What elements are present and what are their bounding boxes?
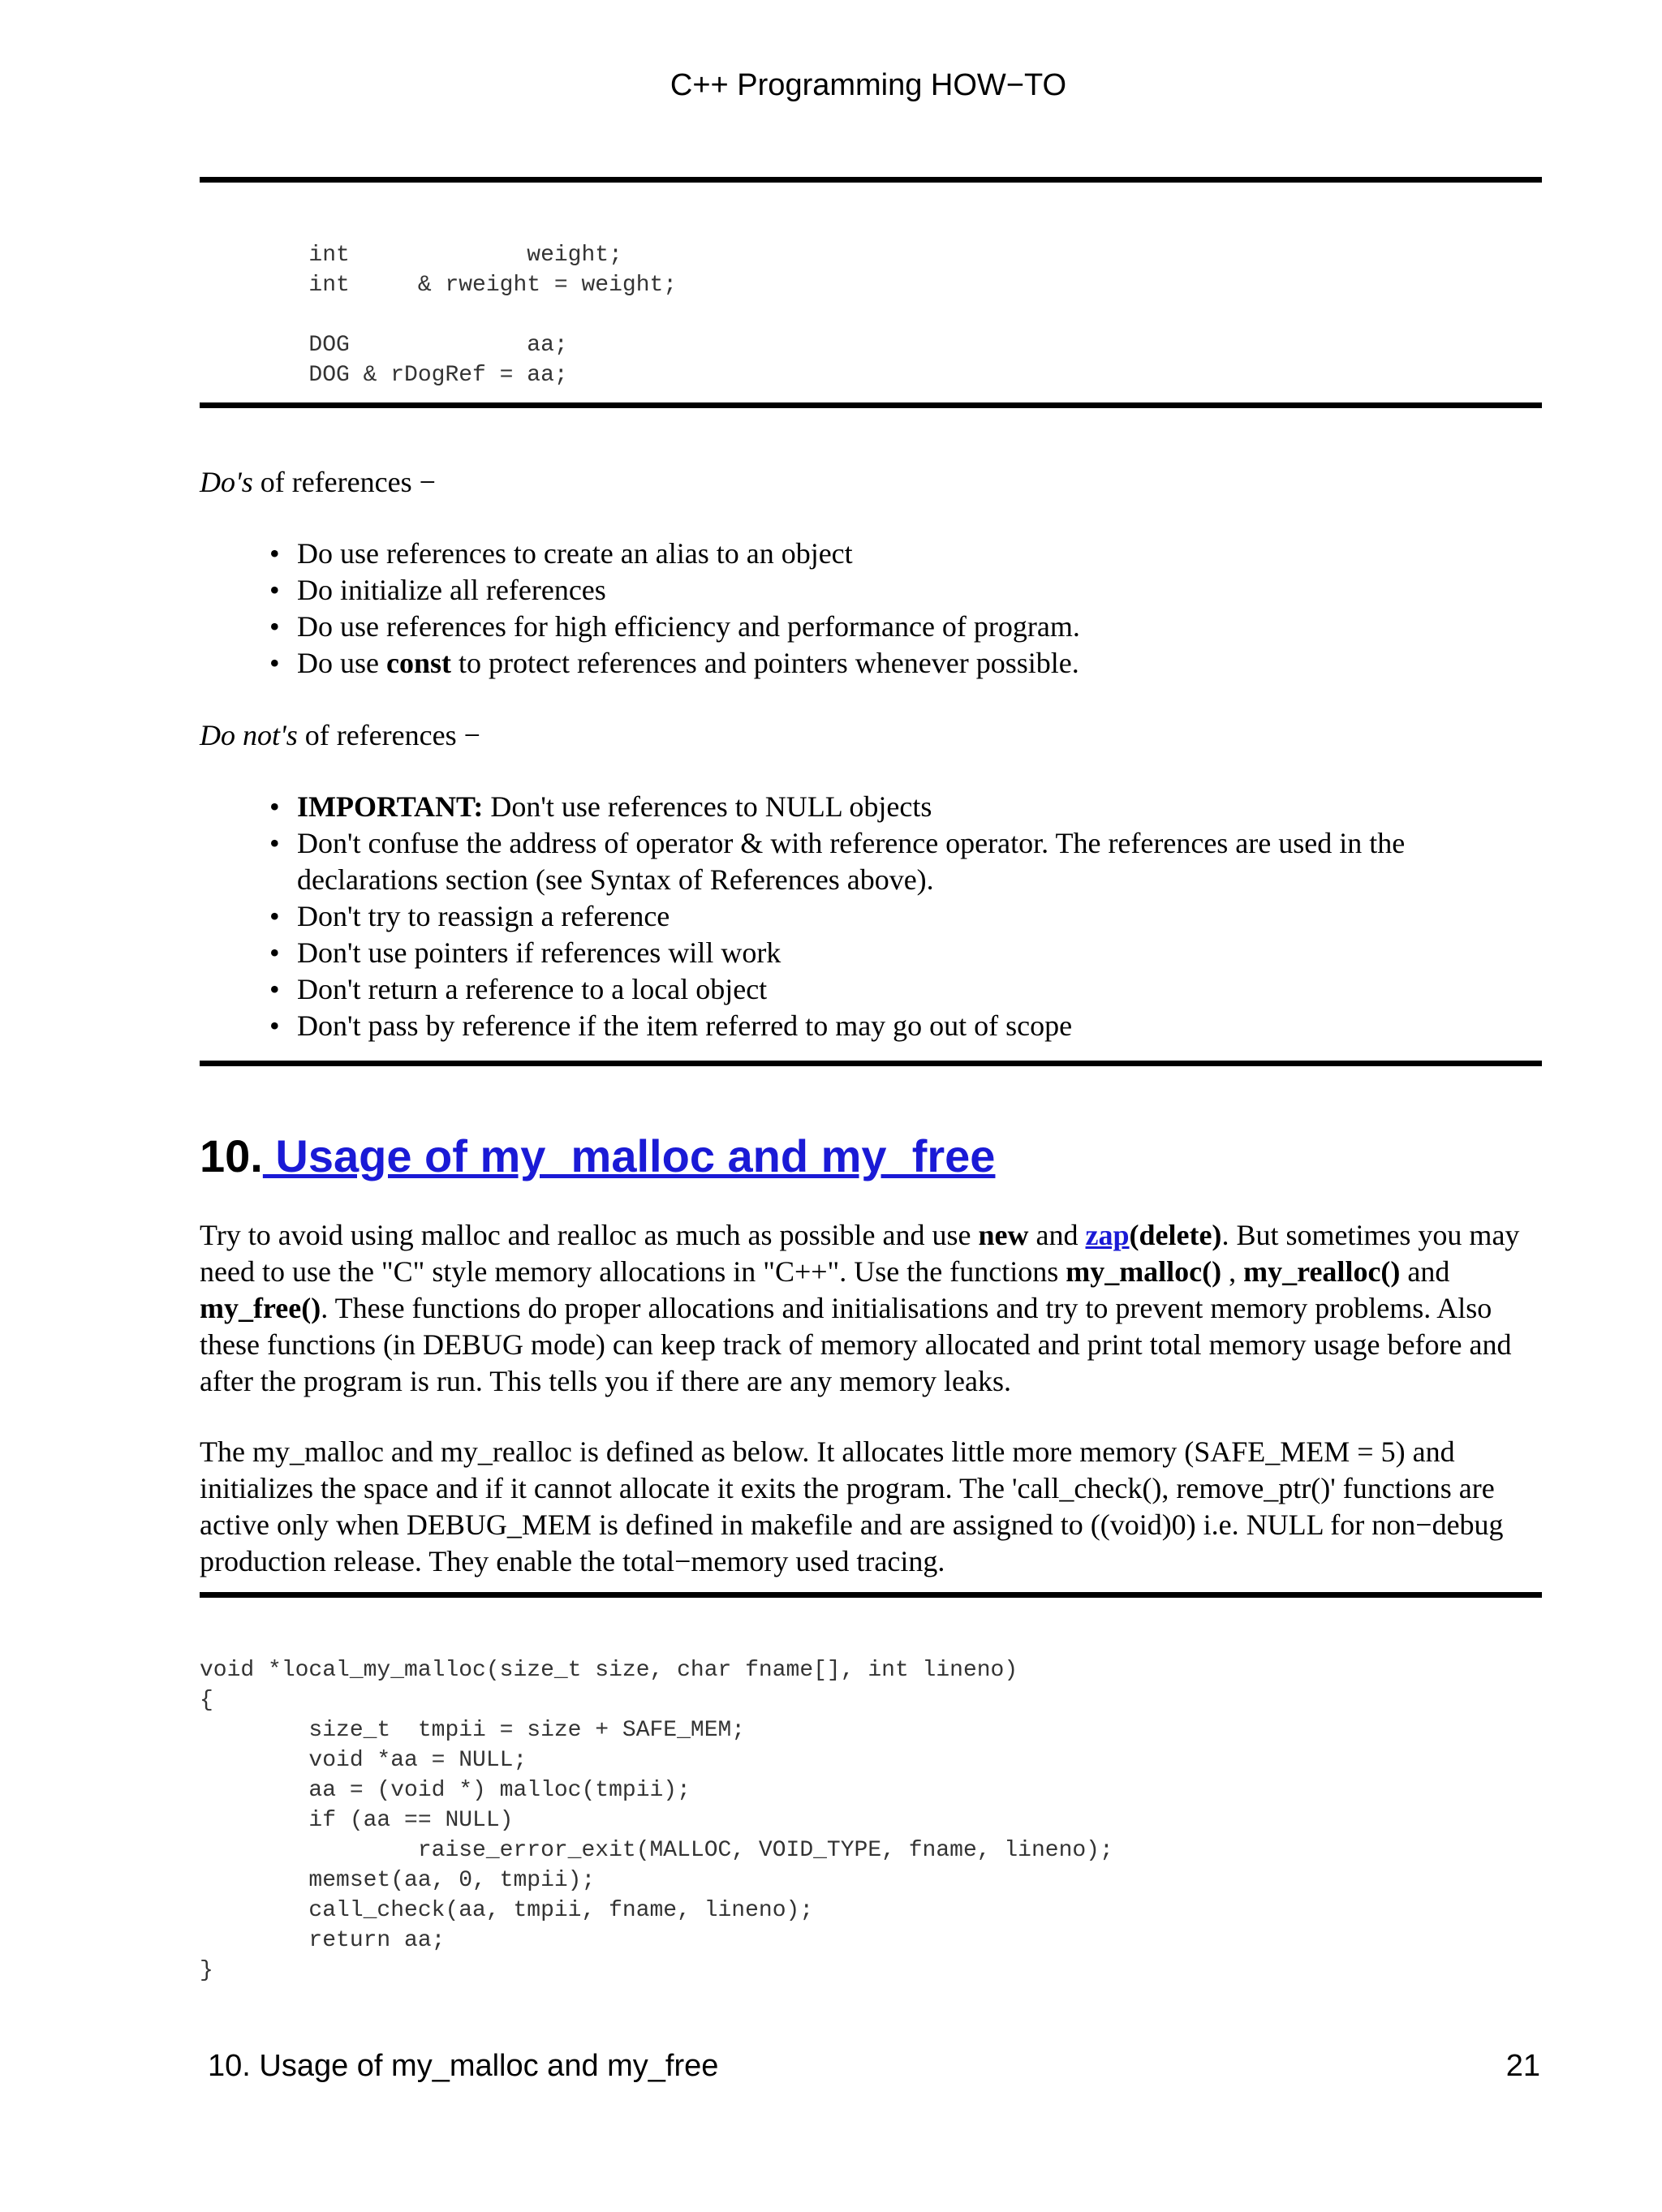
list-item: • Don't try to reassign a reference — [269, 900, 670, 932]
code-block-references: int weight; int & rweight = weight; DOG aa; DOG & rDogRef = aa; — [308, 243, 678, 388]
dos-heading-rest: of references − — [252, 466, 436, 498]
section-number: 10. — [200, 1130, 263, 1181]
donts-heading — [200, 718, 480, 752]
donts-list — [269, 789, 1542, 1044]
donts-heading-italic: Do not's — [200, 719, 298, 751]
section-title-link[interactable]: Usage of my_malloc and my_free — [262, 1130, 996, 1181]
list-item: • Don't pass by reference if the item referred to may go out of scope — [269, 1009, 1073, 1042]
dos-heading — [200, 465, 436, 499]
list-item: • Do initialize all references — [269, 574, 606, 606]
code-block-malloc: void *local_my_malloc(size_t size, char fname[], int lineno) { size_t tmpii = size + SAFE_MEM; void *aa = NULL; aa = (void *) malloc(tmpii); if (aa == NULL) raise_error_exit(MALLOC, VOID_TYPE, fname, lineno); memset(aa, 0, tmpii); call_check(aa, tmpii, fname, lineno); return aa; } — [200, 1658, 1113, 1983]
donts-heading-rest: of references − — [297, 719, 480, 751]
list-item: • Don't use pointers if references will work — [269, 936, 781, 969]
list-item: • Do use const to protect references and pointers whenever possible. — [269, 647, 1079, 679]
top-rule — [200, 177, 1542, 183]
zap-link[interactable]: zap — [1085, 1219, 1130, 1251]
dos-heading-italic: Do's — [200, 466, 253, 498]
list-item: • Do use references for high efficiency and performance of program. — [269, 610, 1080, 643]
dos-list — [269, 536, 1542, 682]
paragraph-malloc-definition: The my_malloc and my_realloc is defined as below. It allocates little more memory (SAFE_MEM = 5) and initializes the space and if it cannot allocate it exits the program. The 'call_check(), remove_ptr()' functions are active only when DEBUG_MEM is defined in makefile and are assigned to ((void)0) i.e. NULL for non−debug production release. They enable the total−memory used tracing. — [200, 1435, 1504, 1577]
code-rule-bottom — [200, 402, 1542, 408]
list-item: • Do use references to create an alias to an object — [269, 537, 853, 570]
list-item: • Don't confuse the address of operator & with reference operator. The references are used in the declarations section (see Syntax of References above). — [269, 827, 1406, 896]
paragraph-intro: Try to avoid using malloc and realloc as much as possible and use new and zap(delete). But sometimes you may need to use the "C" style memory allocations in "C++". Use the functions my_malloc() , my_realloc() and my_free(). These functions do proper allocations and initialisations and try to prevent memory problems. Also these functions (in DEBUG mode) can keep track of memory allocated and print total memory usage before and after the program is run. This tells you if there are any memory leaks. — [200, 1219, 1520, 1397]
section-heading — [200, 1130, 995, 1182]
section-rule — [200, 1061, 1542, 1066]
list-item: • Don't return a reference to a local object — [269, 973, 768, 1005]
footer-section-title: 10. Usage of my_malloc and my_free — [208, 2049, 719, 2083]
page-header-title: C++ Programming HOW−TO — [670, 68, 1067, 102]
list-item: • IMPORTANT: Don't use references to NULL objects — [269, 790, 932, 823]
code-rule-top-2 — [200, 1592, 1542, 1598]
footer-page-number: 21 — [1505, 2049, 1540, 2083]
